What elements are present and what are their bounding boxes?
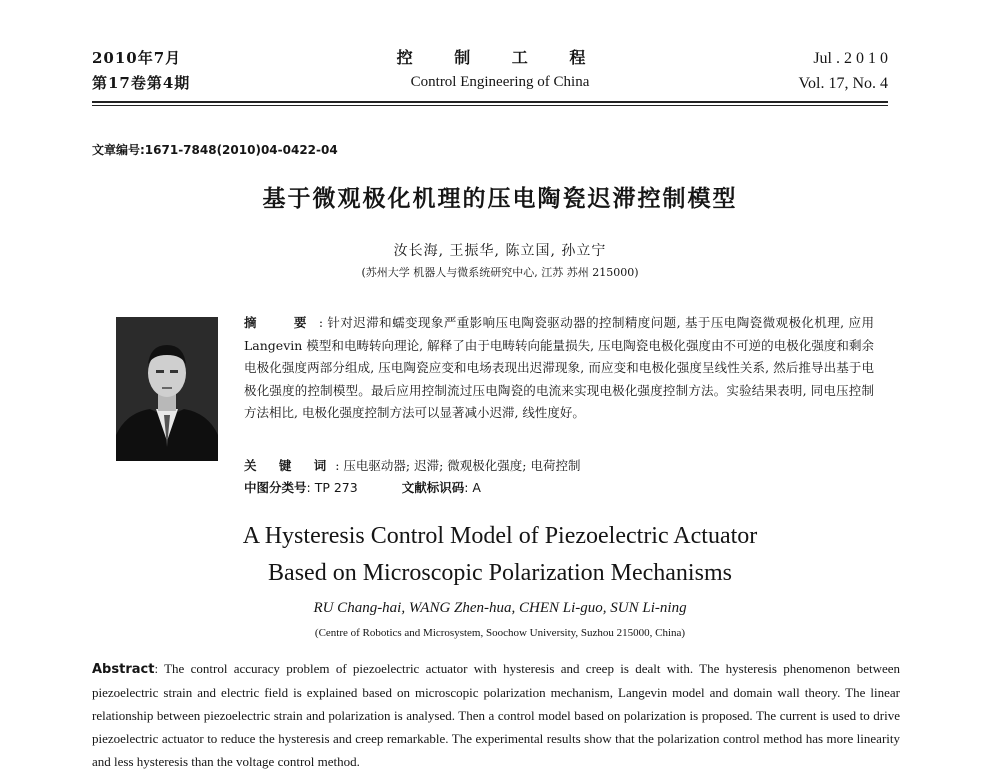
title-en-line1: A Hysteresis Control Model of Piezoelectric Actuator [242, 523, 758, 549]
abstract-en-text: : The control accuracy problem of piezoelectric actuator with hysteresis and creep is dealt with. The hysteresis phenomenon between piezoelectric strain and electric field is explained based on microscopic polarization mechanism, Langevin model and domain wall theory. The linear relationship between piezoelectric strain and polarization is analysed. Then a control model based on polarization is proposed. The current is used to drive piezoelectric actuator to reduce the hysteresis and creep remarkable. The experimental results show that the polarization control method has more linearity and less hysteresis than the voltage control method. [92, 661, 900, 769]
affiliation-en: (Centre of Robotics and Microsystem, Soochow University, Suzhou 215000, China) [314, 627, 686, 639]
keywords-cn-text: : 压电驱动器; 迟滞; 微观极化强度; 电荷控制 [335, 458, 581, 473]
document-code-value: : A [464, 480, 481, 495]
journal-name-cn: 控 制 工 程 [396, 48, 604, 67]
abstract-en-label: Abstract [92, 662, 155, 677]
classification-line [244, 478, 481, 498]
issue-date-en: Jul . 2 0 1 0 [813, 50, 888, 67]
abstract-cn [244, 312, 874, 425]
keywords-cn [244, 456, 580, 476]
classification-value: : TP 273 [306, 480, 358, 495]
header-rule-thin [92, 105, 888, 106]
article-number: 文章编号:1671-7848(2010)04-0422-04 [92, 143, 338, 157]
header-right [799, 46, 889, 96]
author-photo [116, 317, 218, 461]
header-rule-thick [92, 101, 888, 103]
issue-date-cn: 2010年7月 [92, 49, 182, 67]
authors-cn: 汝长海, 王振华, 陈立国, 孙立宁 [393, 243, 607, 259]
keywords-cn-label: 关 键 词 [244, 458, 336, 473]
author-portrait-image [116, 317, 218, 461]
abstract-cn-label: 摘 要 [244, 315, 319, 330]
page-title-cn: 基于微观极化机理的压电陶瓷迟滞控制模型 [262, 186, 738, 212]
title-en-line2: Based on Microscopic Polarization Mechanisms [268, 560, 732, 586]
authors-en: RU Chang-hai, WANG Zhen-hua, CHEN Li-guo, SUN Li-ning [313, 600, 687, 616]
journal-name-en: Control Engineering of China [410, 74, 590, 90]
classification-label: 中图分类号 [244, 480, 307, 495]
abstract-cn-text: : 针对迟滞和蠕变现象严重影响压电陶瓷驱动器的控制精度问题, 基于压电陶瓷微观极化机理, 应用 Langevin 模型和电畴转向理论, 解释了由于电畴转向能量损失, 压电陶瓷电极化强度由不可逆的电极化强度和剩余电极化强度两部分组成, 压电陶瓷应变和电场表现出迟滞现象, 而应变和电极化强度呈线性关系, 然后推导出基于电极化强度的控制模型。最后应用控制流过压电陶瓷的电流来实现电极化强度控制方法。实验结果表明, 同电压控制方法相比, 电极化强度控制方法可以显著减小迟滞, 线性度好。 [244, 315, 874, 420]
page-title-en [0, 518, 1000, 592]
issue-volume-cn: 第17卷第4期 [92, 74, 191, 92]
document-code-label: 文献标识码 [401, 480, 465, 495]
abstract-en [92, 657, 900, 773]
issue-volume-en: Vol. 17, No. 4 [798, 75, 888, 92]
affiliation-cn: (苏州大学 机器人与微系统研究中心, 江苏 苏州 215000) [361, 266, 639, 279]
